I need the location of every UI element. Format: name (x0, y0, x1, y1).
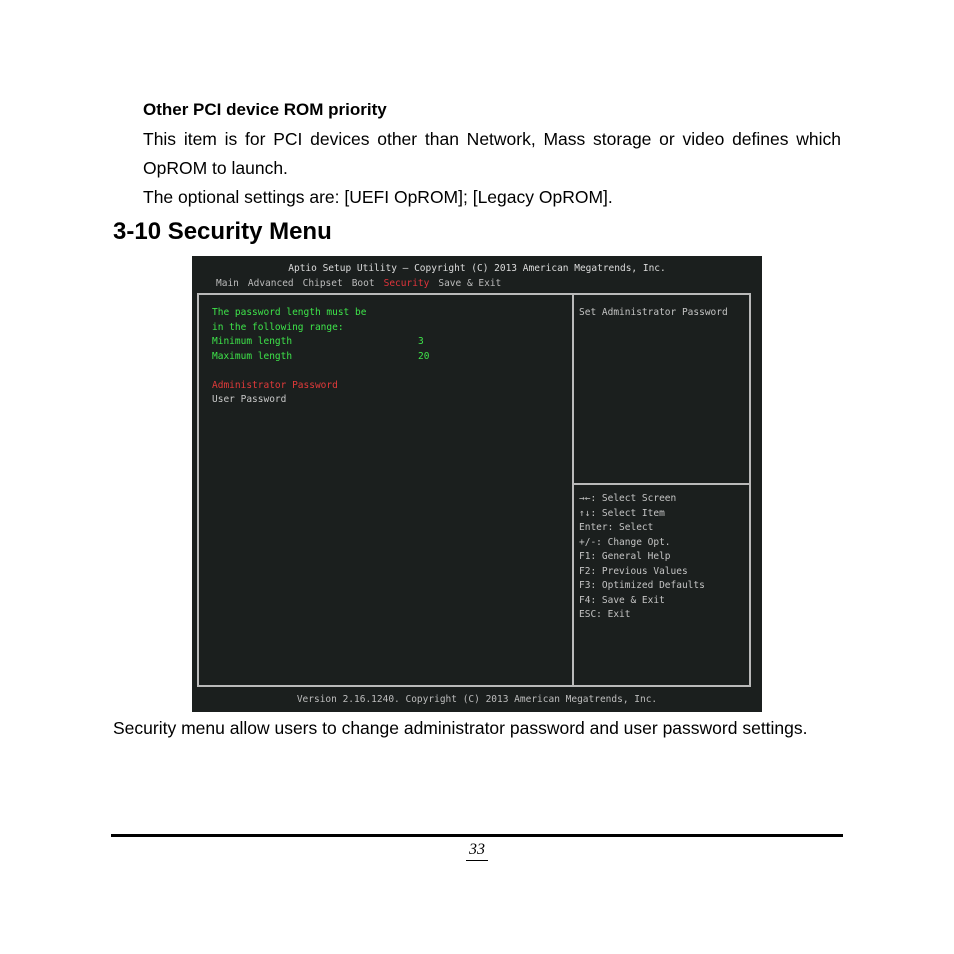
help-separator (574, 483, 749, 485)
tab-save-exit[interactable]: Save & Exit (438, 278, 502, 289)
key-help-item: Enter: Select (579, 522, 654, 533)
key-help-list (579, 492, 705, 623)
key-help-item: F3: Optimized Defaults (579, 580, 705, 591)
tab-boot[interactable]: Boot (351, 278, 375, 289)
tab-security[interactable]: Security (383, 278, 430, 289)
key-help-item: F1: General Help (579, 551, 671, 562)
paragraph-security-summary: Security menu allow users to change administrator password and user password settings. (113, 718, 808, 738)
help-text: Set Administrator Password (579, 307, 728, 318)
max-length-value: 20 (418, 350, 430, 362)
paragraph-description: This item is for PCI devices other than Network, Mass storage or video defines which OpROM to launch. (143, 129, 841, 178)
tab-advanced[interactable]: Advanced (247, 278, 294, 289)
key-help-item: F4: Save & Exit (579, 594, 665, 606)
min-length-label: Minimum length (212, 336, 293, 347)
footer-rule (111, 834, 843, 837)
bios-screenshot (192, 256, 762, 712)
key-help-item: F2: Previous Values (579, 565, 688, 577)
subheading: Other PCI device ROM priority (143, 100, 387, 119)
max-length-label: Maximum length (212, 350, 293, 362)
bios-footer: Version 2.16.1240. Copyright (C) 2013 American Megatrends, Inc. (296, 694, 658, 705)
tab-main[interactable]: Main (216, 278, 239, 289)
pane-divider (572, 295, 574, 685)
tab-chipset[interactable]: Chipset (302, 278, 343, 289)
info-line-2: in the following range: (212, 321, 344, 333)
section-title: 3-10 Security Menu (113, 218, 332, 245)
paragraph-options: The optional settings are: [UEFI OpROM]; [Legacy OpROM]. (143, 187, 613, 207)
info-line-1: The password length must be (212, 307, 367, 318)
administrator-password-item[interactable]: Administrator Password (212, 379, 338, 391)
key-help-item: +/-: Change Opt. (579, 536, 671, 548)
min-length-value: 3 (418, 336, 424, 347)
key-help-item: ↑↓: Select Item (579, 507, 665, 519)
key-help-item: →←: Select Screen (579, 493, 677, 504)
bios-tab-bar (216, 277, 501, 292)
page-number: 33 (466, 840, 488, 861)
bios-frame (197, 293, 751, 687)
user-password-item[interactable]: User Password (212, 394, 287, 405)
key-help-item: ESC: Exit (579, 609, 631, 620)
bios-title: Aptio Setup Utility – Copyright (C) 2013 American Megatrends, Inc. (288, 263, 666, 274)
